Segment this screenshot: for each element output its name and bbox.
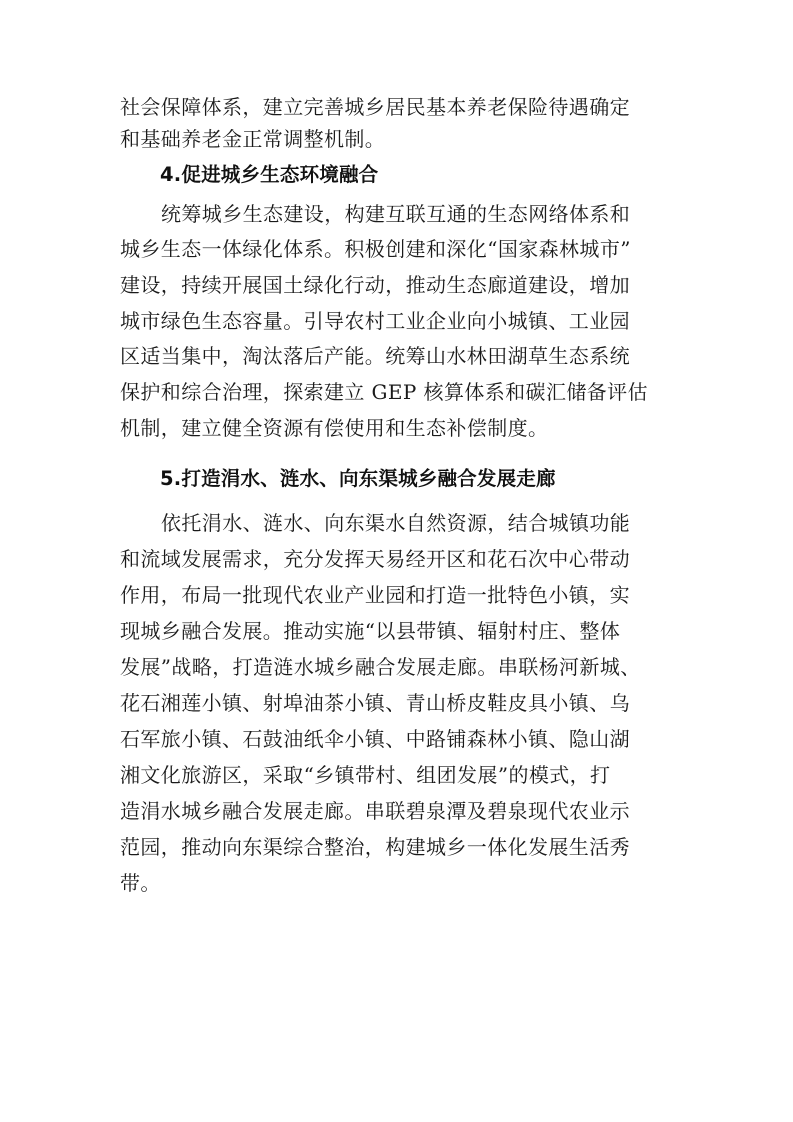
body-text-line: 作用，布局一批现代农业产业园和打造一批特色小镇，实: [120, 583, 630, 607]
body-text-line: 湘文化旅游区，采取“乡镇带村、组团发展”的模式，打: [120, 763, 611, 787]
body-text-line: 社会保障体系，建立完善城乡居民基本养老保险待遇确定: [120, 95, 630, 119]
body-text-line: 造涓水城乡融合发展走廊。串联碧泉潭及碧泉现代农业示: [120, 799, 630, 823]
body-text-line: 石军旅小镇、石鼓油纸伞小镇、中路铺森林小镇、隐山湖: [120, 727, 630, 751]
body-text-line: 带。: [120, 871, 161, 895]
body-text-line: 和流域发展需求，充分发挥天易经开区和花石次中心带动: [120, 547, 630, 571]
body-text-line: 统筹城乡生态建设，构建互联互通的生态网络体系和: [161, 202, 631, 226]
body-text-line: 区适当集中，淘汰落后产能。统筹山水林田湖草生态系统: [120, 344, 630, 368]
body-text-line: 城市绿色生态容量。引导农村工业企业向小城镇、工业园: [120, 309, 630, 333]
body-text-line: 城乡生态一体绿化体系。积极创建和深化“国家森林城市”: [120, 237, 631, 261]
body-text-line: 花石湘莲小镇、射埠油茶小镇、青山桥皮鞋皮具小镇、乌: [120, 691, 630, 715]
body-text-line: 机制，建立健全资源有偿使用和生态补偿制度。: [120, 416, 549, 440]
section-heading: 5.打造涓水、涟水、向东渠城乡融合发展走廊: [160, 467, 556, 490]
section-heading: 4.促进城乡生态环境融合: [160, 163, 379, 186]
body-text-line: 范园，推动向东渠综合整治，构建城乡一体化发展生活秀: [120, 835, 630, 859]
body-text-line: 和基础养老金正常调整机制。: [120, 127, 386, 151]
body-text-line: 现城乡融合发展。推动实施“以县带镇、辐射村庄、整体: [120, 619, 621, 643]
body-text-line: 保护和综合治理，探索建立 GEP 核算体系和碳汇储备评估: [120, 380, 648, 404]
body-text-line: 发展”战略，打造涟水城乡融合发展走廊。串联杨河新城、: [120, 655, 641, 679]
body-text-line: 建设，持续开展国土绿化行动，推动生态廊道建设，增加: [120, 273, 630, 297]
body-text-line: 依托涓水、涟水、向东渠水自然资源，结合城镇功能: [161, 511, 631, 535]
